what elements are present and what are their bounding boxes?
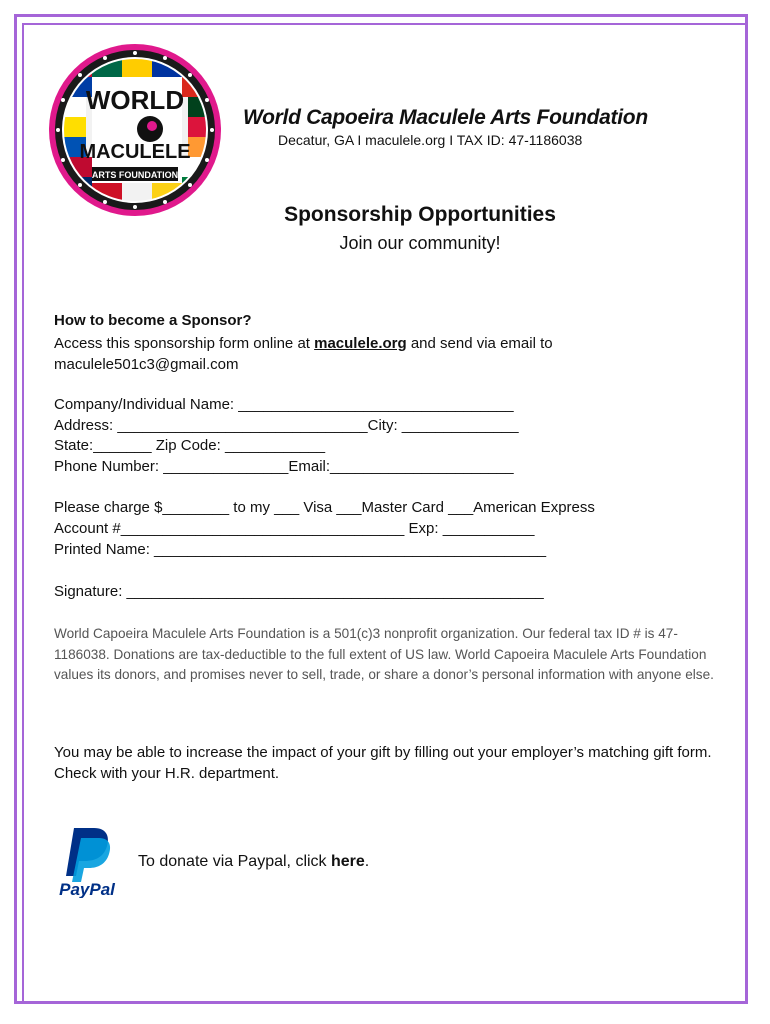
- paypal-here-link[interactable]: here: [331, 853, 365, 870]
- signature-field[interactable]: Signature: __________________________________________________: [54, 583, 544, 600]
- how-to-sponsor-text: [54, 333, 694, 375]
- donate-text-before: To donate via Paypal, click: [138, 853, 331, 870]
- address-city-field[interactable]: Address: ______________________________City: ______________: [54, 417, 519, 434]
- maculele-link[interactable]: maculele.org: [314, 335, 407, 352]
- paypal-donate-text: [138, 853, 369, 871]
- how-text-before: Access this sponsorship form online at: [54, 335, 315, 352]
- phone-email-field[interactable]: Phone Number: _______________Email:______________________: [54, 458, 514, 475]
- foundation-logo: [48, 43, 222, 217]
- printed-name-field[interactable]: Printed Name: _______________________________________________: [54, 541, 547, 558]
- logo-text-arts-foundation: ARTS FOUNDATION: [91, 170, 179, 180]
- paypal-logo[interactable]: [50, 826, 124, 898]
- nonprofit-disclaimer: World Capoeira Maculele Arts Foundation is a 501(c)3 nonprofit organization. Our federal tax ID # is 47-1186038. Donations are tax-deductible to the full extent of US law. World Capoeira Maculele Arts Foundation values its donors, and promises never to sell, trade, or share a donor’s personal information with anyone else.: [54, 626, 714, 682]
- matching-gift-note: You may be able to increase the impact of your gift by filling out your employer’s matching gift form. Check with your H.R. department.: [54, 744, 712, 782]
- how-to-sponsor-title: How to become a Sponsor?: [54, 312, 252, 329]
- org-title: World Capoeira Maculele Arts Foundation: [243, 106, 648, 129]
- payment-charge-field[interactable]: Please charge $________ to my ___ Visa ___Master Card ___American Express: [54, 499, 595, 516]
- account-exp-field[interactable]: Account #__________________________________ Exp: ___________: [54, 520, 535, 537]
- state-zip-field[interactable]: State:_______ Zip Code: ____________: [54, 437, 326, 454]
- logo-text-maculele: MACULELE: [79, 141, 191, 163]
- logo-text-world: WORLD: [85, 85, 185, 115]
- donate-text-after: .: [364, 853, 370, 870]
- company-name-field[interactable]: Company/Individual Name: _________________________________: [54, 396, 514, 413]
- how-text-after: and send via email to maculele501c3@gmail.com: [54, 335, 553, 373]
- page-tagline: Join our community!: [339, 233, 501, 253]
- paypal-logo-text: PayPal: [59, 880, 115, 898]
- org-subline: Decatur, GA I maculele.org I TAX ID: 47-1186038: [278, 132, 583, 148]
- page-headline: Sponsorship Opportunities: [284, 203, 556, 226]
